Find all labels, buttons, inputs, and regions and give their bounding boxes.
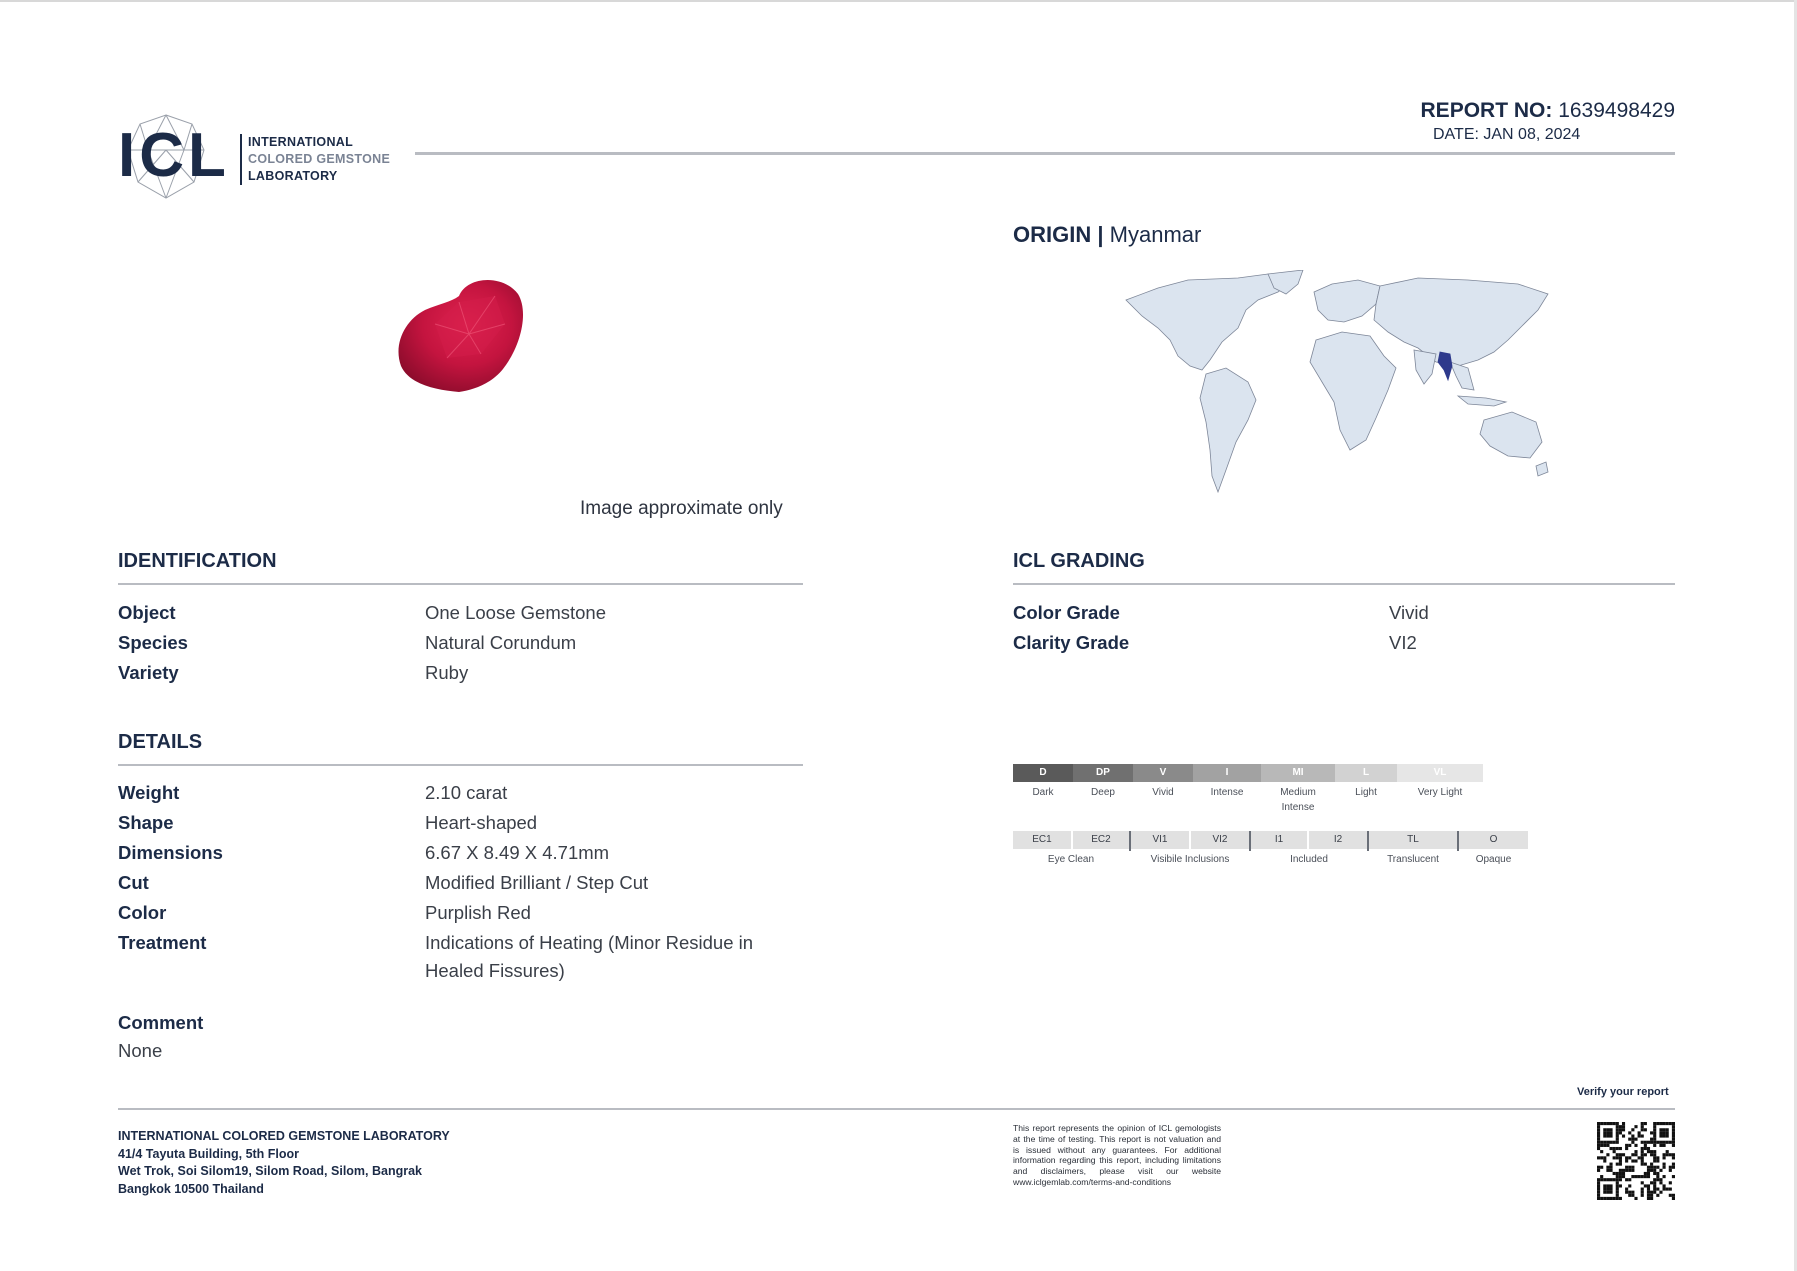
details-row (118, 898, 808, 928)
row-value: Purplish Red (425, 902, 531, 923)
clarity-code: EC2 (1073, 831, 1129, 849)
grading-divider (1013, 583, 1675, 585)
grading-row (1013, 628, 1513, 658)
row-label: Object (118, 602, 176, 623)
comment-value: None (118, 1040, 163, 1061)
clarity-grade-scale (1013, 831, 1528, 871)
color-grade-cell: L (1335, 764, 1397, 782)
grading-title: ICL GRADING (1013, 550, 1145, 572)
color-grade-cell: V (1133, 764, 1193, 782)
details-row (118, 928, 808, 986)
details-title: DETAILS (118, 731, 203, 753)
row-label: Species (118, 632, 188, 653)
row-label: Weight (118, 782, 180, 803)
address-line: Wet Trok, Soi Silom19, Silom Road, Silom, Bangrak (118, 1164, 423, 1178)
row-label: Dimensions (118, 842, 223, 863)
address-line: Bangkok 10500 Thailand (118, 1181, 264, 1196)
row-label: Variety (118, 662, 179, 683)
color-grade-cell: I (1193, 764, 1261, 782)
clarity-group: Translucent (1387, 854, 1439, 865)
report-date: DATE: JAN 08, 2024 (1433, 126, 1581, 143)
row-label: Color Grade (1013, 602, 1120, 623)
details-table (118, 778, 808, 986)
logo-line: INTERNATIONAL (248, 135, 354, 149)
clarity-code: TL (1369, 831, 1457, 849)
row-label: Shape (118, 812, 174, 833)
color-grade-cell: VL (1397, 764, 1483, 782)
world-map-image (1118, 270, 1558, 505)
origin-label: ORIGIN (1013, 222, 1092, 247)
details-row (118, 868, 808, 898)
clarity-group: Included (1290, 854, 1328, 865)
clarity-group: Eye Clean (1047, 854, 1095, 865)
address-line: 41/4 Tayuta Building, 5th Floor (118, 1146, 300, 1161)
logo-line: LABORATORY (248, 169, 338, 183)
header-divider (415, 152, 1675, 155)
report-number-value: 1639498429 (1558, 99, 1675, 122)
lab-address (118, 1128, 450, 1198)
clarity-code: O (1459, 831, 1528, 849)
row-value: Vivid (1389, 602, 1429, 623)
verify-qr-code[interactable] (1597, 1122, 1675, 1200)
myanmar-highlight (1438, 352, 1452, 380)
icl-logo (118, 114, 230, 200)
comment-label: Comment (118, 1012, 204, 1033)
logo-letters: ICL (118, 121, 230, 190)
grading-row (1013, 598, 1513, 628)
details-row (118, 838, 808, 868)
color-grade-caption: Deep (1091, 787, 1115, 798)
color-grade-caption: Intense (1210, 787, 1244, 798)
row-label: Color (118, 902, 167, 923)
clarity-group: Visibile Inclusions (1150, 854, 1230, 865)
origin-separator: | (1097, 222, 1104, 247)
logo-line: COLORED GEMSTONE (248, 152, 391, 166)
origin-heading (1013, 222, 1201, 248)
row-value: Natural Corundum (425, 632, 577, 653)
footer-divider (118, 1108, 1675, 1110)
ruby-gem-image (395, 274, 525, 394)
clarity-code: VI2 (1191, 831, 1249, 849)
details-row (118, 778, 808, 808)
report-number-label: REPORT NO: (1420, 99, 1553, 122)
clarity-code: VI1 (1131, 831, 1189, 849)
logo-wordmark (240, 134, 390, 185)
row-value: Ruby (425, 662, 469, 683)
address-line: INTERNATIONAL COLORED GEMSTONE LABORATORY (118, 1129, 450, 1143)
row-label: Cut (118, 872, 149, 893)
clarity-code: I1 (1251, 831, 1307, 849)
row-value: 6.67 X 8.49 X 4.71mm (425, 842, 610, 863)
row-value: 2.10 carat (425, 782, 508, 803)
row-label: Clarity Grade (1013, 632, 1130, 653)
color-grade-caption: Very Light (1417, 787, 1463, 798)
color-grade-scale (1013, 764, 1483, 814)
row-value: Indications of Heating (Minor Residue in (425, 932, 754, 953)
color-grade-caption: Medium Intense (1280, 787, 1316, 813)
color-grade-cell: DP (1073, 764, 1133, 782)
row-value: Heart-shaped (425, 812, 538, 833)
row-value-continued: Healed Fissures) (425, 960, 565, 981)
grading-table (1013, 598, 1513, 658)
clarity-code: EC1 (1013, 831, 1071, 849)
identification-divider (118, 583, 803, 585)
row-value: Modified Brilliant / Step Cut (425, 872, 649, 893)
color-grade-caption: Light (1355, 787, 1377, 798)
color-grade-caption: Vivid (1152, 787, 1174, 798)
verify-label: Verify your report (1577, 1086, 1669, 1098)
details-row (118, 808, 808, 838)
clarity-group: Opaque (1475, 854, 1512, 865)
row-value: VI2 (1389, 632, 1417, 653)
image-note: Image approximate only (580, 498, 783, 519)
origin-country: Myanmar (1109, 222, 1202, 247)
clarity-code: I2 (1309, 831, 1367, 849)
disclaimer-text: This report represents the opinion of ICL gemologists at the time of testing. This report is not valuation and is issued without any guarantees. For additional information regarding this report, including limitations and disclaimers, please visit our website www.iclgemlab.com/terms-and-conditions (1013, 1123, 1221, 1187)
details-divider (118, 764, 803, 766)
row-value: One Loose Gemstone (425, 602, 606, 623)
color-grade-cell: MI (1261, 764, 1335, 782)
color-grade-cell: D (1013, 764, 1073, 782)
report-number (1300, 99, 1675, 123)
row-label: Treatment (118, 932, 207, 953)
identification-title: IDENTIFICATION (118, 550, 277, 572)
color-grade-caption: Dark (1032, 787, 1054, 798)
